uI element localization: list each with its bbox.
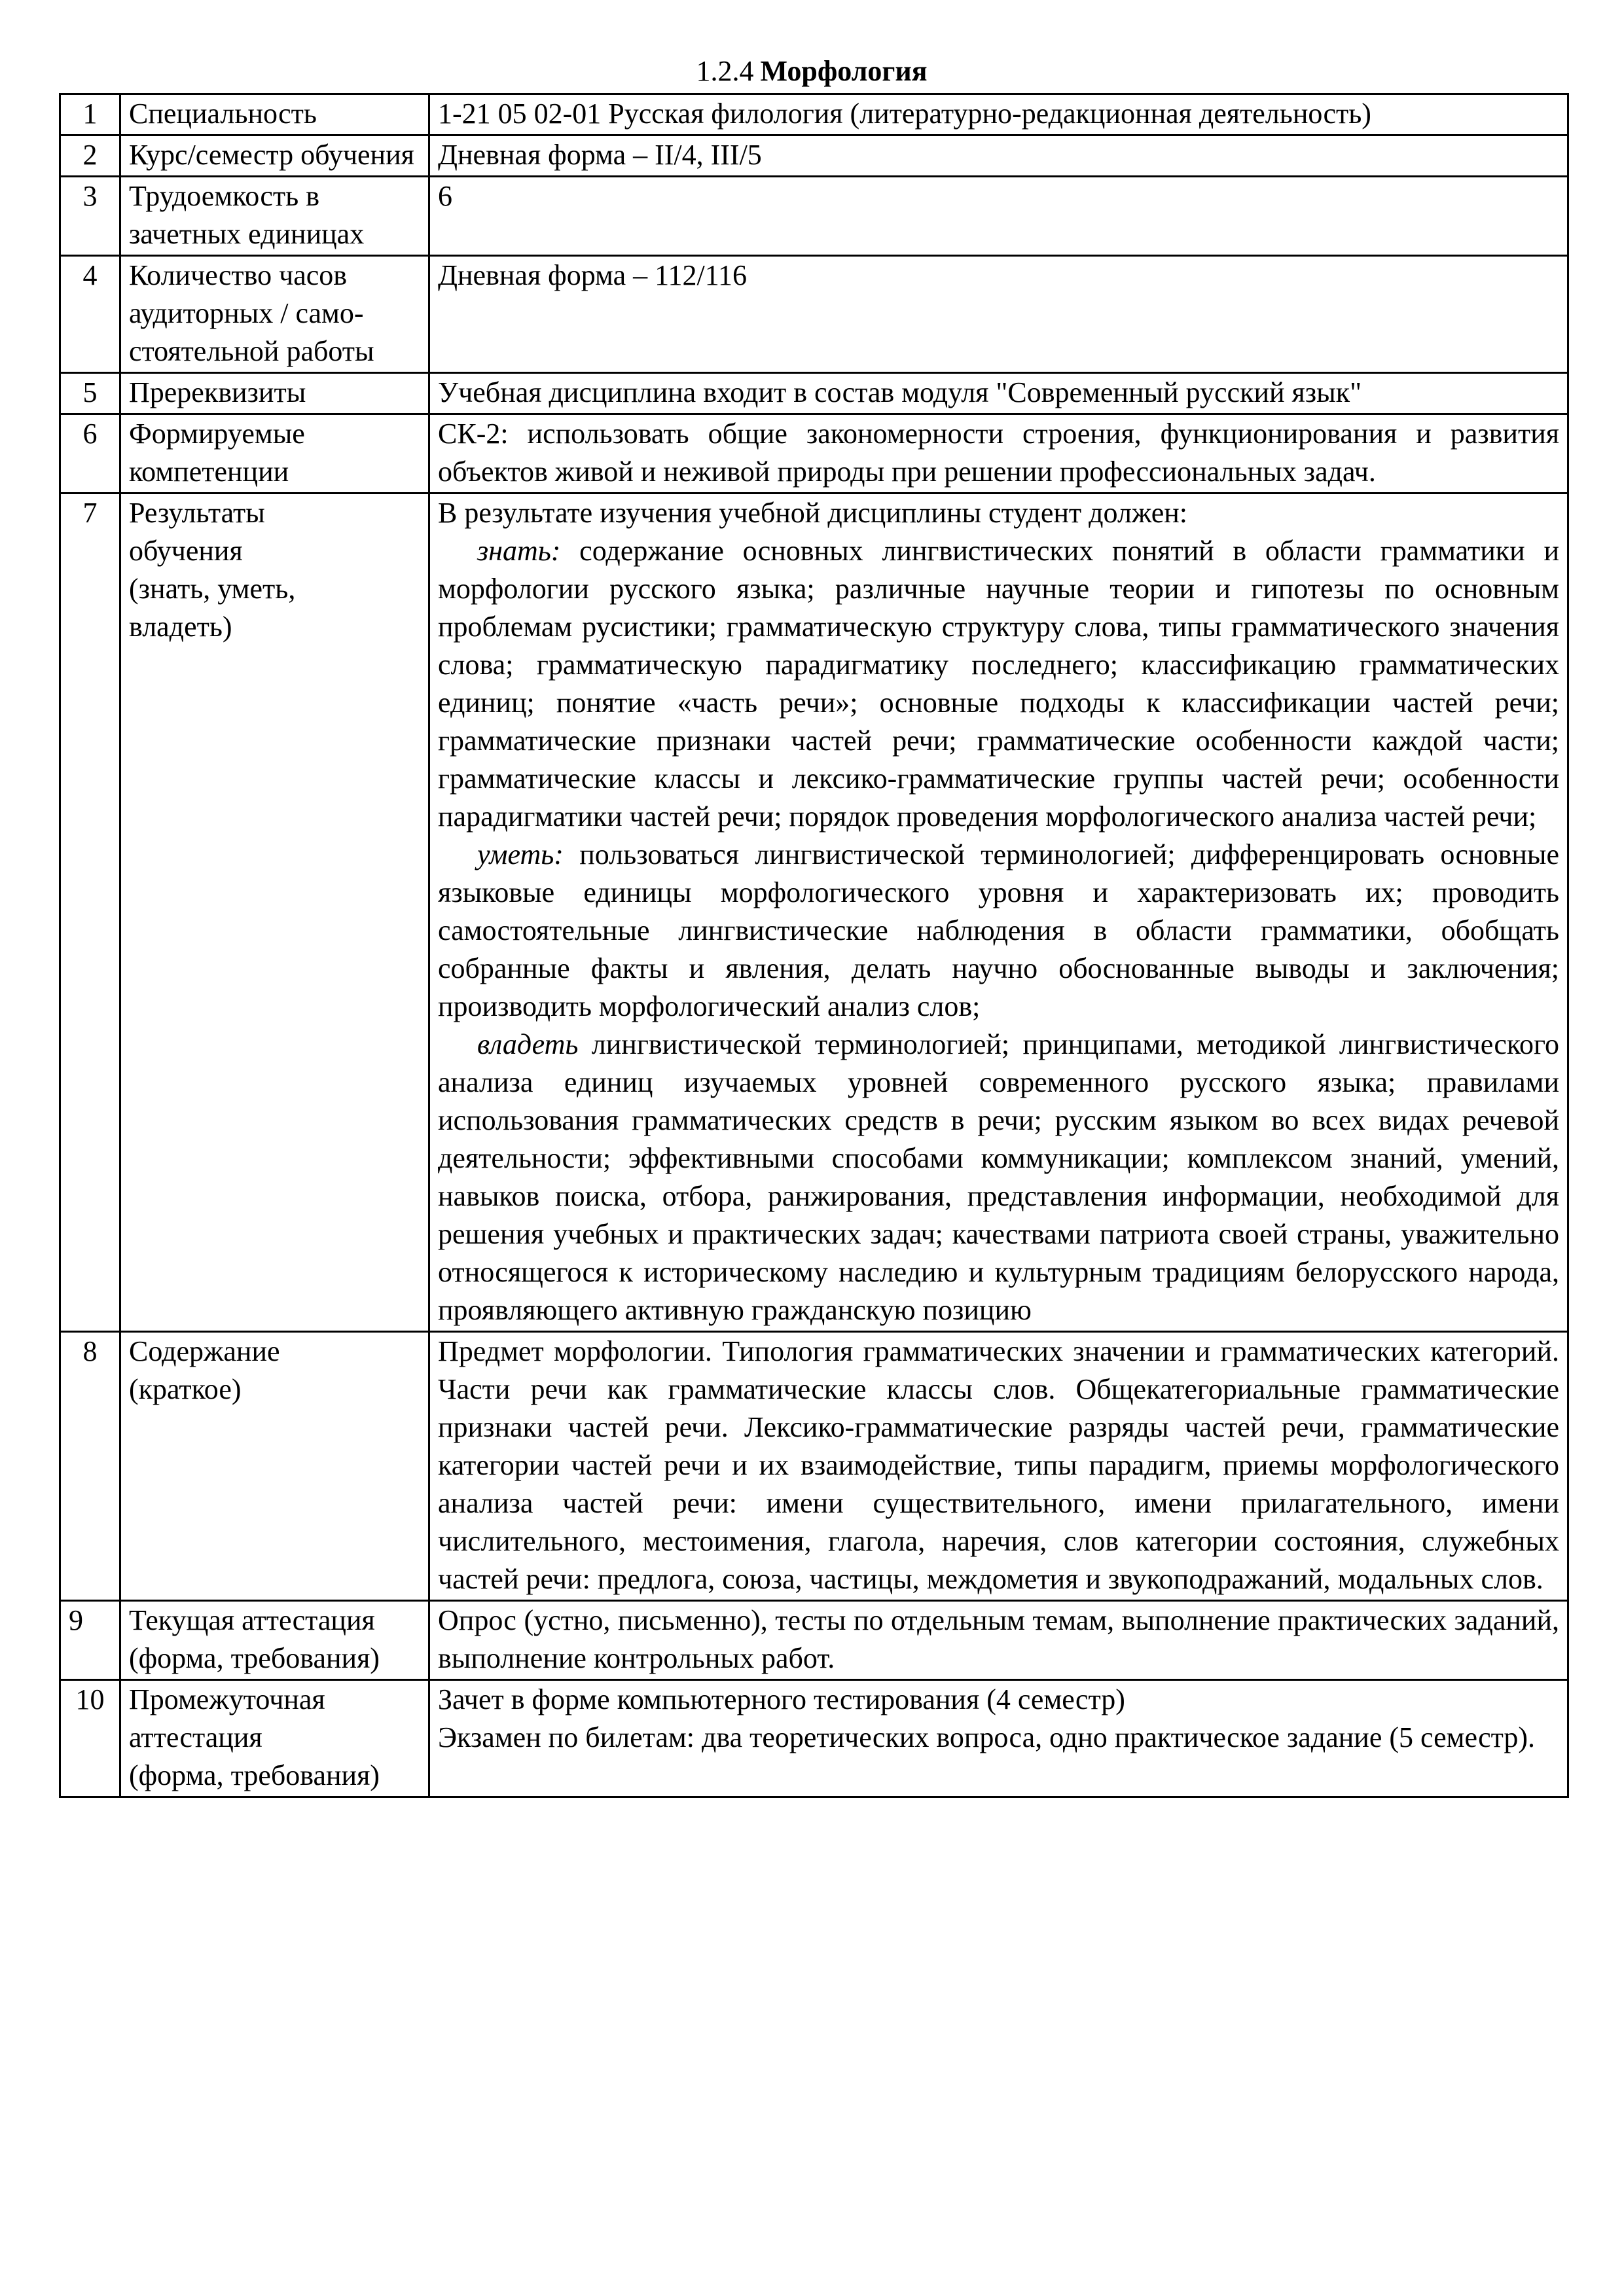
label-line: владеть): [129, 611, 232, 643]
row-label-learning-outcomes: [120, 493, 429, 1332]
row-value-prerequisites: Учебная дисциплина входит в состав модуля "Современный русский язык": [429, 373, 1568, 414]
table-row: [60, 1601, 1568, 1680]
row-number: 7: [60, 493, 120, 1332]
table-row: [60, 94, 1568, 135]
label-line: (форма, требования): [129, 1759, 380, 1791]
table-row: [60, 1680, 1568, 1797]
label-line: (знать, уметь,: [129, 573, 296, 605]
row-number: 9: [60, 1601, 120, 1680]
row-value-specialty: 1-21 05 02-01 Русская филология (литературно-редакционная деятельность): [429, 94, 1568, 135]
outcomes-can: [438, 836, 1559, 1026]
row-value-learning-outcomes: [429, 493, 1568, 1332]
section-number: 1.2.4: [696, 55, 754, 87]
row-number: 1: [60, 94, 120, 135]
page-title: [59, 52, 1564, 90]
label-line: (форма, требования): [129, 1642, 380, 1674]
table-row: [60, 373, 1568, 414]
row-label-hours: Количество часов аудиторных / само-стоятельной работы: [120, 256, 429, 373]
row-label-specialty: Специальность: [120, 94, 429, 135]
own-text: лингвистической терминологией; принципами, методикой лингвистического анализа единиц изучаемых уровней современного русского языка; правилами использования грамматических средств в речи; русским языком во всех видах речевой деятельности; эффективными способами коммуникации; комплексом знаний, умений, навыков поиска, отбора, ранжирования, представления информации, необходимой для решения учебных и практических задач; качествами патриота своей страны, уважительно относящегося к историческому наследию и культурным традициям белорусского народа, проявляющего активную гражданскую позицию: [438, 1028, 1559, 1326]
row-value-content: Предмет морфологии. Типология грамматических значении и грамматических категорий. Части речи как грамматические классы слов. Общекатегориальные грамматические признаки частей речи. Лексико-грамматические разряды частей речи, грамматические категории частей речи и их взаимодействие, типы парадигм, приемы морфологического анализа частей речи: имени существительного, имени прилагательного, имени числительного, местоимения, глагола, наречия, слов категории состояния, служебных частей речи: предлога, союза, частицы, междометия и звукоподражаний, модальных слов.: [429, 1332, 1568, 1601]
table-row: [60, 414, 1568, 493]
row-value-current-assessment: Опрос (устно, письменно), тесты по отдельным темам, выполнение практических заданий, выполнение контрольных работ.: [429, 1601, 1568, 1680]
interim-exam-line: Экзамен по билетам: два теоретических вопроса, одно практическое задание (5 семестр).: [438, 1721, 1536, 1753]
row-number: 4: [60, 256, 120, 373]
discipline-card-table: [59, 93, 1569, 1798]
outcomes-know: [438, 532, 1559, 836]
interim-credit-line: Зачет в форме компьютерного тестирования (4 семестр): [438, 1683, 1125, 1715]
row-value-competencies: СК-2: использовать общие закономерности строения, функционирования и развития объектов живой и неживой природы при решении профессиональных задач.: [429, 414, 1568, 493]
row-number: 10: [60, 1680, 120, 1797]
row-label-content: [120, 1332, 429, 1601]
row-label-course-semester: Курс/семестр обучения: [120, 135, 429, 177]
row-label-competencies: Формируемые компетенции: [120, 414, 429, 493]
know-term: знать:: [477, 535, 561, 567]
own-term: владеть: [477, 1028, 579, 1060]
label-line: Текущая аттестация: [129, 1604, 375, 1636]
row-value-course-semester: Дневная форма – II/4, III/5: [429, 135, 1568, 177]
row-value-interim-assessment: [429, 1680, 1568, 1797]
label-line: обучения: [129, 535, 243, 567]
row-label-credits: Трудоемкость в зачетных единицах: [120, 177, 429, 256]
row-number: 6: [60, 414, 120, 493]
label-line: Результаты: [129, 497, 265, 529]
label-line: аттестация: [129, 1721, 262, 1753]
table-row: [60, 493, 1568, 1332]
can-term: уметь:: [477, 838, 564, 870]
row-number: 8: [60, 1332, 120, 1601]
row-value-credits: 6: [429, 177, 1568, 256]
know-text: содержание основных лингвистических понятий в области грамматики и морфологии русского языка; различные научные теории и гипотезы по основным проблемам русистики; грамматическую структуру слова, типы грамматического значения слова; грамматическую парадигматику последнего; классификацию грамматических единиц; понятие «часть речи»; основные подходы к классификации частей речи; грамматические признаки частей речи; грамматические особенности каждой части; грамматические классы и лексико-грамматические группы частей речи; особенности парадигматики частей речи; порядок проведения морфологического анализа частей речи;: [438, 535, 1559, 833]
row-label-interim-assessment: [120, 1680, 429, 1797]
can-text: пользоваться лингвистической терминологией; дифференцировать основные языковые единицы морфологического уровня и характеризовать их; проводить самостоятельные лингвистические наблюдения в области грамматики, обобщать собранные факты и явления, делать научно обоснованные выводы и заключения; производить морфологический анализ слов;: [438, 838, 1560, 1022]
row-label-prerequisites: Пререквизиты: [120, 373, 429, 414]
outcomes-intro: В результате изучения учебной дисциплины студент должен:: [438, 497, 1188, 529]
table-row: [60, 256, 1568, 373]
row-label-current-assessment: [120, 1601, 429, 1680]
outcomes-own: [438, 1026, 1559, 1329]
label-line: Промежуточная: [129, 1683, 325, 1715]
table-row: [60, 135, 1568, 177]
row-number: 5: [60, 373, 120, 414]
row-value-hours: Дневная форма – 112/116: [429, 256, 1568, 373]
label-line: (краткое): [129, 1373, 242, 1405]
row-number: 3: [60, 177, 120, 256]
table-row: [60, 177, 1568, 256]
section-title: Морфология: [760, 55, 928, 87]
table-row: [60, 1332, 1568, 1601]
label-line: Содержание: [129, 1335, 280, 1367]
row-number: 2: [60, 135, 120, 177]
